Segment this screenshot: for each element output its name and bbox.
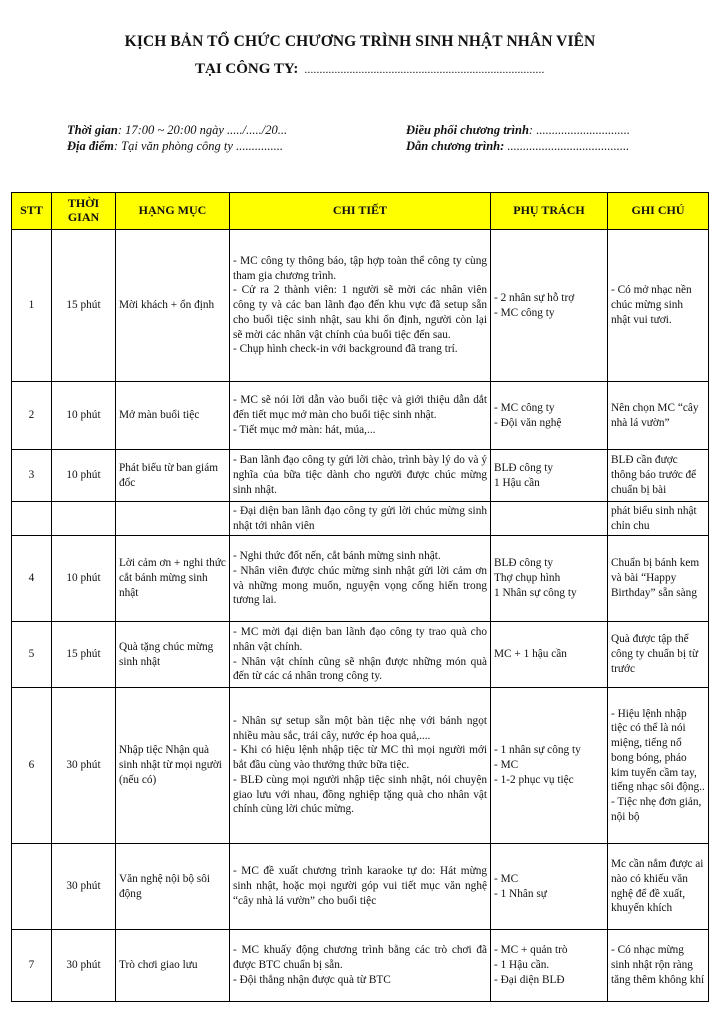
header-time: THỜI GIAN [52, 193, 116, 230]
coordinator-value: : .............................. [528, 123, 630, 137]
cell-time: 15 phút [52, 230, 116, 382]
cell-detail [230, 536, 491, 622]
cell-owner-line: 1 Nhân sự công ty [494, 586, 577, 599]
cell-time: 15 phút [52, 622, 116, 688]
cell-time: 30 phút [52, 844, 116, 930]
cell-detail-line: - Nhân vật chính cũng sẽ nhận được những món quà đến từ các cá nhân trong công ty. [233, 655, 487, 683]
cell-owner-line: Thợ chụp hình [494, 572, 561, 585]
cell-owner [491, 688, 608, 844]
cell-detail-line: - Ban lãnh đạo công ty gửi lời chào, trình bày lý do và ý nghĩa của bữa tiệc dành cho người được chúc mừng sinh nhật. [233, 454, 487, 496]
cell-item: Quà tặng chúc mừng sinh nhật [116, 622, 230, 688]
cell-owner-line: - MC [494, 759, 519, 772]
cell-detail-line: - MC đề xuất chương trình karaoke tự do: Hát mừng sinh nhật, hoặc mọi người góp vui tiết mục văn nghệ “cây nhà lá vườn” cho buổi tiệc [233, 865, 487, 907]
cell-detail-line: - Khi có hiệu lệnh nhập tiệc từ MC thì mọi người mới bắt đầu cùng vào thưởng thức bữa tiệc. [233, 744, 487, 772]
cell-owner-line: - 1 Hậu cần. [494, 959, 550, 972]
header-detail: CHI TIẾT [230, 193, 491, 230]
cell-detail-line: - Đội thắng nhận được quà từ BTC [233, 973, 391, 986]
cell-detail-line: - MC công ty thông báo, tập hợp toàn thể công ty cùng tham gia chương trình. [233, 255, 487, 282]
company-label: TẠI CÔNG TY: [195, 61, 299, 77]
cell-owner-line: - MC [494, 872, 519, 885]
cell-detail-line: - Nhân sự setup sẵn một bàn tiệc nhẹ với bánh ngọt nhiều màu sắc, trái cây, nước ép hoa quả,.... [233, 715, 487, 742]
cell-owner-line: - Đội văn nghệ [494, 416, 562, 429]
cell-owner-line: - 1 nhân sự công ty [494, 744, 581, 757]
cell-item: Mời khách + ổn định [116, 230, 230, 382]
cell-stt [12, 502, 52, 536]
cell-owner [491, 536, 608, 622]
header-owner: PHỤ TRÁCH [491, 193, 608, 230]
coordinator-line [406, 123, 630, 138]
cell-note-line: - Có mở nhạc nền chúc mừng sinh nhật vui tươi. [611, 284, 692, 326]
cell-detail-line: - Nghi thức đốt nến, cắt bánh mừng sinh nhật. [233, 550, 441, 563]
table-row [12, 930, 709, 1002]
coordinator-label: Điều phối chương trình [406, 123, 529, 137]
cell-item: Lời cảm ơn + nghi thức cắt bánh mừng sinh nhật [116, 536, 230, 622]
cell-detail [230, 230, 491, 382]
cell-time: 10 phút [52, 536, 116, 622]
cell-owner [491, 930, 608, 1002]
cell-note [608, 450, 709, 502]
cell-detail-line: - BLĐ cùng mọi người nhập tiệc sinh nhật, nói chuyện giao lưu với nhau, đồng nghiệp tặng quà cho nhân vật chính cùng lời chúc mừng. [233, 773, 487, 816]
company-value: ................................................................................ [304, 62, 545, 76]
cell-owner-line: - 1 Nhân sự [494, 887, 547, 900]
cell-owner-line: - Đại diện BLĐ [494, 973, 565, 986]
cell-owner [491, 382, 608, 450]
cell-detail-line: - MC mời đại diện ban lãnh đạo công ty trao quà cho nhân vật chính. [233, 626, 487, 653]
cell-detail [230, 930, 491, 1002]
place-value: : Tại văn phòng công ty ............... [113, 139, 283, 153]
cell-stt: 2 [12, 382, 52, 450]
cell-item: Nhập tiệc Nhận quà sinh nhật từ mọi người (nếu có) [116, 688, 230, 844]
cell-item: Mở màn buổi tiệc [116, 382, 230, 450]
cell-note-line: - Tiệc nhẹ đơn giản, nội bộ [611, 795, 702, 823]
cell-note [608, 230, 709, 382]
cell-detail-line: - Đại diện ban lãnh đạo công ty gửi lời chúc mừng sinh nhật tới nhân viên [233, 504, 487, 532]
cell-time: 10 phút [52, 450, 116, 502]
cell-detail-line: - Chụp hình check-in với background đã trang trí. [233, 343, 458, 356]
time-line [67, 123, 287, 138]
cell-owner [491, 502, 608, 536]
cell-item: Phát biểu từ ban giám đốc [116, 450, 230, 502]
cell-owner-line: 1 Hậu cần [494, 476, 540, 489]
cell-detail-line: - MC sẽ nói lời dẫn vào buổi tiệc và giới thiệu dẫn dắt đến tiết mục mở màn cho buổi tiệc sinh nhật. [233, 394, 487, 422]
cell-note [608, 688, 709, 844]
cell-owner-line: - MC + quản trò [494, 944, 568, 957]
cell-owner-line: BLĐ công ty [494, 557, 553, 570]
cell-note [608, 536, 709, 622]
cell-stt: 3 [12, 450, 52, 502]
cell-owner-line: - MC công ty [494, 401, 555, 414]
cell-owner-line: - MC công ty [494, 306, 555, 319]
cell-detail [230, 844, 491, 930]
cell-detail [230, 622, 491, 688]
cell-note [608, 930, 709, 1002]
table-row [12, 230, 709, 382]
cell-note-line: BLĐ cần được thông báo trước để chuẩn bị bài [611, 454, 697, 496]
cell-note-line: Nên chọn MC “cây nhà lá vườn” [611, 401, 699, 429]
header-stt: STT [12, 193, 52, 230]
host-label: Dẫn chương trình: [406, 139, 505, 153]
header-item: HẠNG MỤC [116, 193, 230, 230]
cell-owner [491, 450, 608, 502]
program-table [11, 192, 709, 1002]
cell-note-line: Quà được tập thể công ty chuẩn bị từ trước [611, 633, 699, 675]
cell-item [116, 502, 230, 536]
cell-item: Trò chơi giao lưu [116, 930, 230, 1002]
cell-owner-line: MC + 1 hậu cần [494, 648, 567, 661]
cell-time: 10 phút [52, 382, 116, 450]
table-row [12, 382, 709, 450]
cell-detail [230, 502, 491, 536]
cell-detail-line: - MC khuấy động chương trình bằng các trò chơi đã được BTC chuẩn bị sẵn. [233, 944, 487, 972]
cell-time: 30 phút [52, 930, 116, 1002]
cell-stt: 6 [12, 688, 52, 844]
cell-stt: 7 [12, 930, 52, 1002]
cell-owner [491, 230, 608, 382]
cell-stt: 5 [12, 622, 52, 688]
cell-detail-line: - Nhân viên được chúc mừng sinh nhật gửi lời cảm ơn và những mong muốn, nguyện vọng cống hiến trong tương lai. [233, 564, 487, 607]
cell-detail-line: - Tiết mục mở màn: hát, múa,... [233, 423, 376, 436]
cell-stt: 1 [12, 230, 52, 382]
time-label: Thời gian [67, 123, 118, 137]
cell-note [608, 844, 709, 930]
cell-note-line: phát biểu sinh nhật chỉn chu [611, 504, 697, 532]
table-row [12, 844, 709, 930]
company-line [195, 61, 544, 78]
cell-note-line: Chuẩn bị bánh kem và bài “Happy Birthday” sẵn sàng [611, 557, 700, 599]
table-row [12, 622, 709, 688]
cell-stt [12, 844, 52, 930]
table-row [12, 536, 709, 622]
document-title: KỊCH BẢN TỔ CHỨC CHƯƠNG TRÌNH SINH NHẬT NHÂN VIÊN [124, 33, 596, 50]
cell-owner [491, 622, 608, 688]
host-value: ....................................... [507, 139, 630, 153]
cell-detail [230, 450, 491, 502]
header-note: GHI CHÚ [608, 193, 709, 230]
table-row [12, 688, 709, 844]
cell-detail [230, 382, 491, 450]
cell-time: 30 phút [52, 688, 116, 844]
cell-owner-line: BLĐ công ty [494, 461, 553, 474]
cell-item: Văn nghệ nội bộ sôi động [116, 844, 230, 930]
table-header-row [12, 193, 709, 230]
cell-owner-line: - 1-2 phục vụ tiệc [494, 773, 574, 786]
cell-time [52, 502, 116, 536]
cell-owner-line: - 2 nhân sự hỗ trợ [494, 291, 575, 304]
place-label: Địa điểm [67, 139, 114, 153]
host-line [406, 139, 629, 154]
cell-note-line: - Hiệu lệnh nhập tiệc có thể là nói miệng, tiếng nổ bong bóng, pháo kim tuyến cầm tay, tiếng nhạc sôi động.. [611, 707, 705, 794]
cell-note [608, 622, 709, 688]
cell-note [608, 382, 709, 450]
cell-note-line: Mc cần nắm được ai nào có khiếu văn nghệ để đề xuất, khuyến khích [611, 858, 704, 915]
time-value: : 17:00 ~ 20:00 ngày ...../...../20... [117, 123, 288, 137]
place-line [67, 139, 283, 154]
cell-owner [491, 844, 608, 930]
cell-note-line: - Có nhạc mừng sinh nhật rộn ràng tăng thêm không khí [611, 944, 705, 986]
table-row [12, 450, 709, 502]
table-row [12, 502, 709, 536]
cell-stt: 4 [12, 536, 52, 622]
cell-note [608, 502, 709, 536]
cell-detail [230, 688, 491, 844]
cell-detail-line: - Cử ra 2 thành viên: 1 người sẽ mời các nhân viên công ty và các ban lãnh đạo đến khu vực đã setup sẵn cho buổi tiệc sinh nhật, sau khi ổn định, người còn lại sẽ mời các nhân vật chính của buổi tiệc đến sau. [233, 284, 487, 341]
